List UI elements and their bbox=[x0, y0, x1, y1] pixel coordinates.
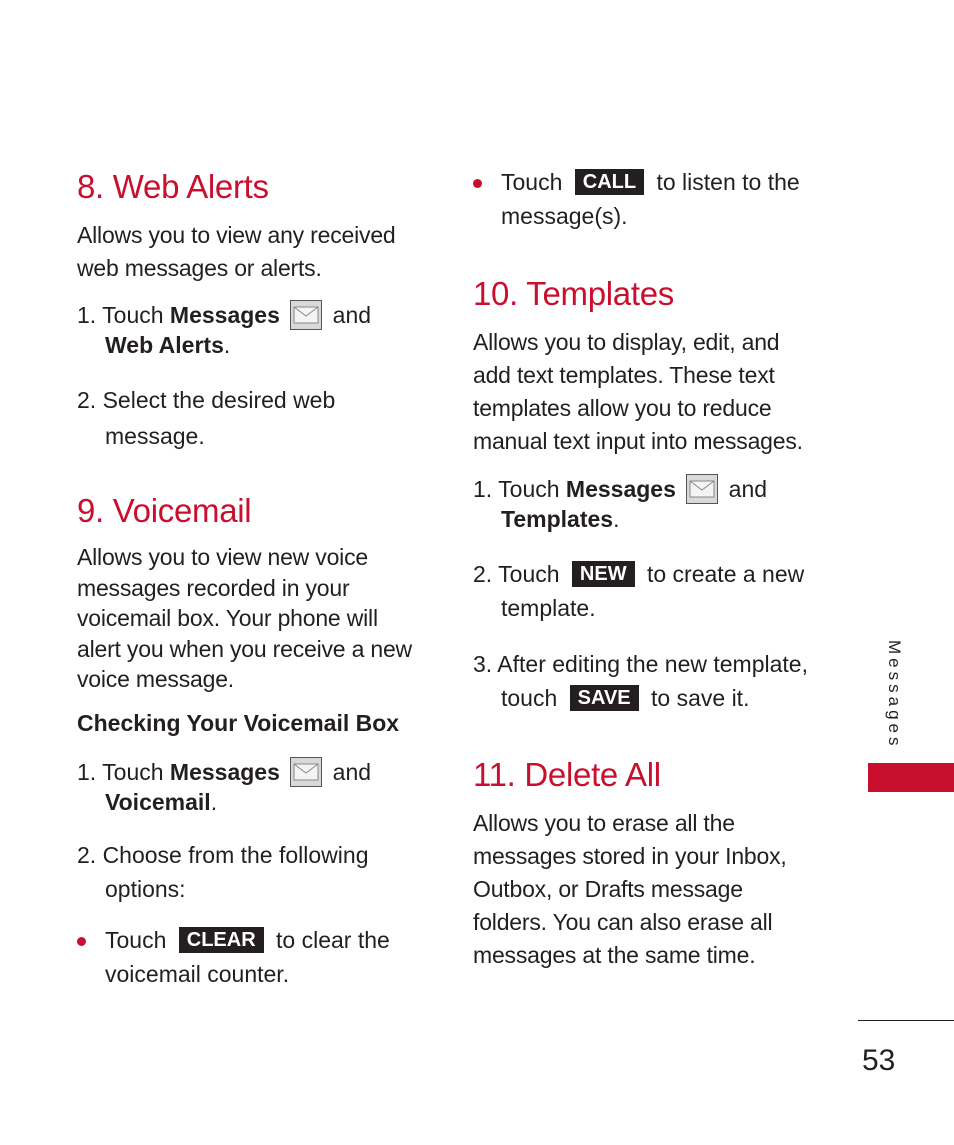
call-bullet bbox=[473, 167, 800, 231]
desc-line: Outbox, or Drafts message bbox=[473, 876, 743, 902]
envelope-icon bbox=[290, 757, 322, 787]
desc-line: alert you when you receive a new bbox=[77, 635, 412, 662]
desc-line: folders. You can also erase all bbox=[473, 909, 773, 935]
web-alerts-step-2 bbox=[77, 385, 335, 451]
messages-label: Messages bbox=[169, 302, 280, 328]
step-text: to create a new bbox=[646, 561, 805, 587]
desc-line: web messages or alerts. bbox=[77, 255, 322, 281]
delete-all-description bbox=[473, 807, 787, 972]
bullet-dot bbox=[473, 179, 482, 188]
step-text: Touch bbox=[105, 927, 167, 953]
step-text: 3. After editing the new template, bbox=[473, 651, 808, 677]
step-text: to listen to the bbox=[656, 169, 800, 195]
save-key: SAVE bbox=[570, 685, 639, 711]
step-text: 1. Touch bbox=[473, 476, 560, 502]
web-alerts-label: Web Alerts bbox=[105, 332, 224, 358]
desc-line: add text templates. These text bbox=[473, 362, 775, 388]
desc-line: Allows you to view new voice bbox=[77, 544, 368, 570]
desc-line: Allows you to display, edit, and bbox=[473, 329, 780, 355]
step-text: and bbox=[332, 302, 372, 328]
step-text: message(s). bbox=[501, 203, 628, 229]
templates-step-2 bbox=[473, 559, 804, 623]
templates-heading: 10. Templates bbox=[473, 275, 674, 312]
step-text: . bbox=[223, 332, 231, 358]
footer-divider bbox=[858, 1020, 954, 1021]
messages-label: Messages bbox=[565, 476, 676, 502]
web-alerts-step-1 bbox=[77, 300, 371, 360]
desc-line: voicemail box. Your phone will bbox=[77, 605, 378, 631]
desc-line: manual text input into messages. bbox=[473, 428, 803, 454]
bullet-dot bbox=[77, 937, 86, 946]
envelope-icon bbox=[290, 300, 322, 330]
templates-step-1 bbox=[473, 474, 767, 534]
step-text: Touch bbox=[501, 169, 563, 195]
desc-line: messages at the same time. bbox=[473, 942, 756, 968]
step-text: 1. Touch bbox=[77, 302, 164, 328]
step-text: to clear the bbox=[276, 927, 390, 953]
web-alerts-heading: 8. Web Alerts bbox=[77, 168, 269, 205]
desc-line: messages recorded in your bbox=[77, 574, 350, 601]
step-text: options: bbox=[105, 876, 186, 902]
voicemail-description bbox=[77, 542, 412, 695]
desc-line: messages stored in your Inbox, bbox=[473, 843, 787, 869]
delete-all-heading: 11. Delete All bbox=[473, 756, 661, 793]
step-text: 1. Touch bbox=[77, 759, 164, 785]
step-text: . bbox=[210, 789, 218, 815]
page-number: 53 bbox=[862, 1044, 896, 1077]
desc-line: voice message. bbox=[77, 666, 234, 692]
templates-label: Templates bbox=[501, 506, 614, 532]
web-alerts-description bbox=[77, 219, 396, 285]
step-text: message. bbox=[105, 423, 205, 449]
templates-step-3 bbox=[473, 649, 808, 713]
desc-line: Allows you to view any received bbox=[77, 222, 396, 248]
step-text: 2. Touch bbox=[473, 561, 560, 587]
voicemail-label: Voicemail bbox=[105, 789, 211, 815]
step-text: touch bbox=[501, 685, 558, 711]
voicemail-subheading: Checking Your Voicemail Box bbox=[77, 710, 400, 736]
step-text: 2. Choose from the following bbox=[77, 842, 369, 868]
messages-label: Messages bbox=[169, 759, 280, 785]
new-key: NEW bbox=[572, 561, 635, 587]
desc-line: Allows you to erase all the bbox=[473, 810, 735, 836]
voicemail-step-2 bbox=[77, 840, 369, 904]
section-tab-marker bbox=[868, 763, 954, 792]
voicemail-clear-bullet bbox=[77, 925, 390, 989]
step-text: and bbox=[332, 759, 372, 785]
step-text: voicemail counter. bbox=[105, 961, 290, 987]
section-label: Messages bbox=[885, 640, 904, 750]
step-text: . bbox=[613, 506, 620, 532]
clear-key: CLEAR bbox=[179, 927, 264, 953]
step-text: and bbox=[728, 476, 768, 502]
step-text: template. bbox=[501, 595, 596, 621]
envelope-icon bbox=[686, 474, 718, 504]
voicemail-step-1 bbox=[77, 757, 371, 817]
templates-description bbox=[473, 326, 803, 458]
desc-line: templates allow you to reduce bbox=[473, 395, 772, 421]
step-text: 2. Select the desired web bbox=[77, 387, 336, 413]
call-key: CALL bbox=[575, 169, 644, 195]
voicemail-heading: 9. Voicemail bbox=[77, 492, 252, 529]
step-text: to save it. bbox=[651, 685, 750, 711]
